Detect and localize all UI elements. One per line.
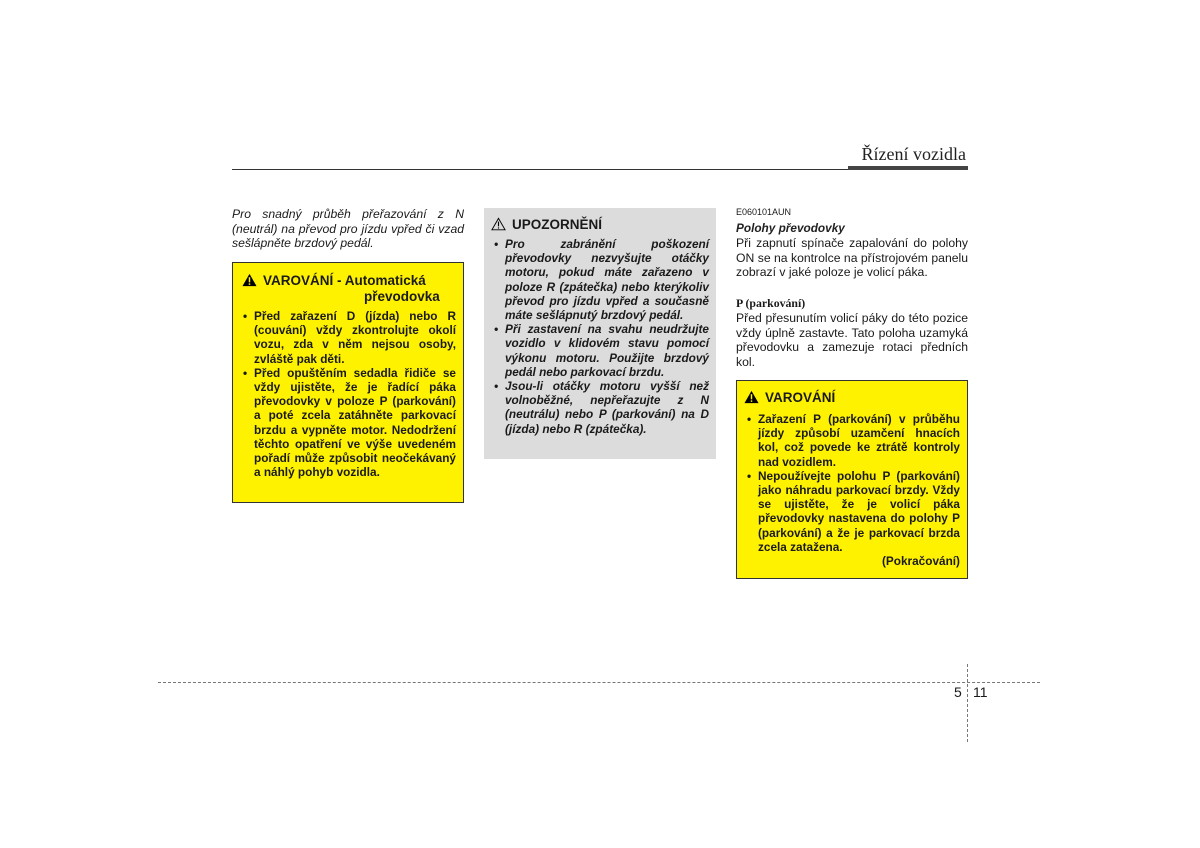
warning-triangle-icon — [744, 390, 759, 404]
caution-item: • Pro zabránění poškození převodovky nezvyšujte otáčky motoru, pokud máte zařazeno v poloze R (zpátečka) nebo kterýkoliv převod pro jízdu vpřed a současně máte sešlápnutý brzdový pedál. — [491, 237, 709, 322]
warning-title-cont: převodovka — [364, 289, 440, 304]
caution-box — [484, 208, 716, 459]
chapter-number: 5 — [954, 684, 962, 700]
section-title: Řízení vozidla — [861, 144, 966, 164]
caution-item: • Při zastavení na svahu neudržujte vozidlo v klidovém stavu pomocí výkonu motoru. Použijte brzdový pedál nebo parkovací brzdu. — [491, 322, 709, 379]
reference-code: E060101AUN — [736, 207, 792, 217]
warning-title-text: VAROVÁNÍ — [765, 390, 836, 405]
continued-note: (Pokračování) — [881, 554, 960, 569]
warning-item: • Zařazení P (parkování) v průběhu jízdy způsobí uzamčení hnacích kol, což povede ke ztrátě kontroly nad vozidlem. — [744, 412, 960, 469]
caution-list — [491, 237, 709, 436]
caution-triangle-icon — [491, 217, 506, 231]
header-bar — [848, 166, 968, 170]
header-rule — [232, 169, 848, 170]
warning-item: • Před zařazení D (jízda) nebo R (couvání) vždy zkontrolujte okolí vozu, zda v něm nejsou osoby, zvláště pak děti. — [240, 309, 456, 366]
park-heading: P (parkování) — [736, 296, 806, 310]
warning-item: • Před opuštěním sedadla řidiče se vždy ujistěte, že je řadící páka převodovky v poloze P (parkování) a poté zcela zatáhněte parkovací brzdu a vypněte motor. Nedodržení těchto opatření ve výše uvedeném pořadí může způsobit neočekávaný a náhlý pohyb vozidla. — [240, 366, 456, 480]
warning-title — [744, 390, 960, 406]
warning-list — [744, 412, 960, 554]
intro-paragraph: Pro snadný průběh přeřazování z N (neutrál) na převod pro jízdu vpřed či vzad sešlápněte brzdový pedál. — [232, 207, 464, 251]
warning-box-park — [736, 380, 968, 579]
caution-item: • Jsou-li otáčky motoru vyšší než volnoběžné, nepřeřazujte z N (neutrálu) nebo P (parkování) na D (jízda) nebo R (zpátečka). — [491, 379, 709, 436]
warning-title-text: VAROVÁNÍ - Automatická — [263, 273, 426, 288]
paragraph-positions: Při zapnutí spínače zapalování do polohy ON se na kontrolce na přístrojovém panelu zobrazí v jaké poloze je volicí páka. — [736, 236, 968, 280]
warning-item: • Nepoužívejte polohu P (parkování) jako náhradu parkovací brzdy. Vždy se ujistěte, že je volicí páka převodovky nastavena do polohy P (parkování) a že je parkovací brzda zcela zatažena. — [744, 469, 960, 554]
paragraph-park: Před přesunutím volicí páky do této pozice vždy úplně zastavte. Tato poloha uzamyká převodovku a zamezuje rotaci předních kol. — [736, 311, 968, 369]
warning-title — [240, 273, 456, 289]
warning-list — [240, 309, 456, 479]
subheading: Polohy převodovky — [736, 221, 845, 235]
warning-box-automatic — [232, 262, 464, 503]
footer-rule — [158, 682, 1040, 683]
footer-divider — [967, 664, 968, 742]
warning-triangle-icon — [242, 273, 257, 287]
caution-title-text: UPOZORNĚNÍ — [512, 217, 603, 232]
caution-title — [491, 217, 709, 233]
page-number: 11 — [973, 684, 988, 700]
